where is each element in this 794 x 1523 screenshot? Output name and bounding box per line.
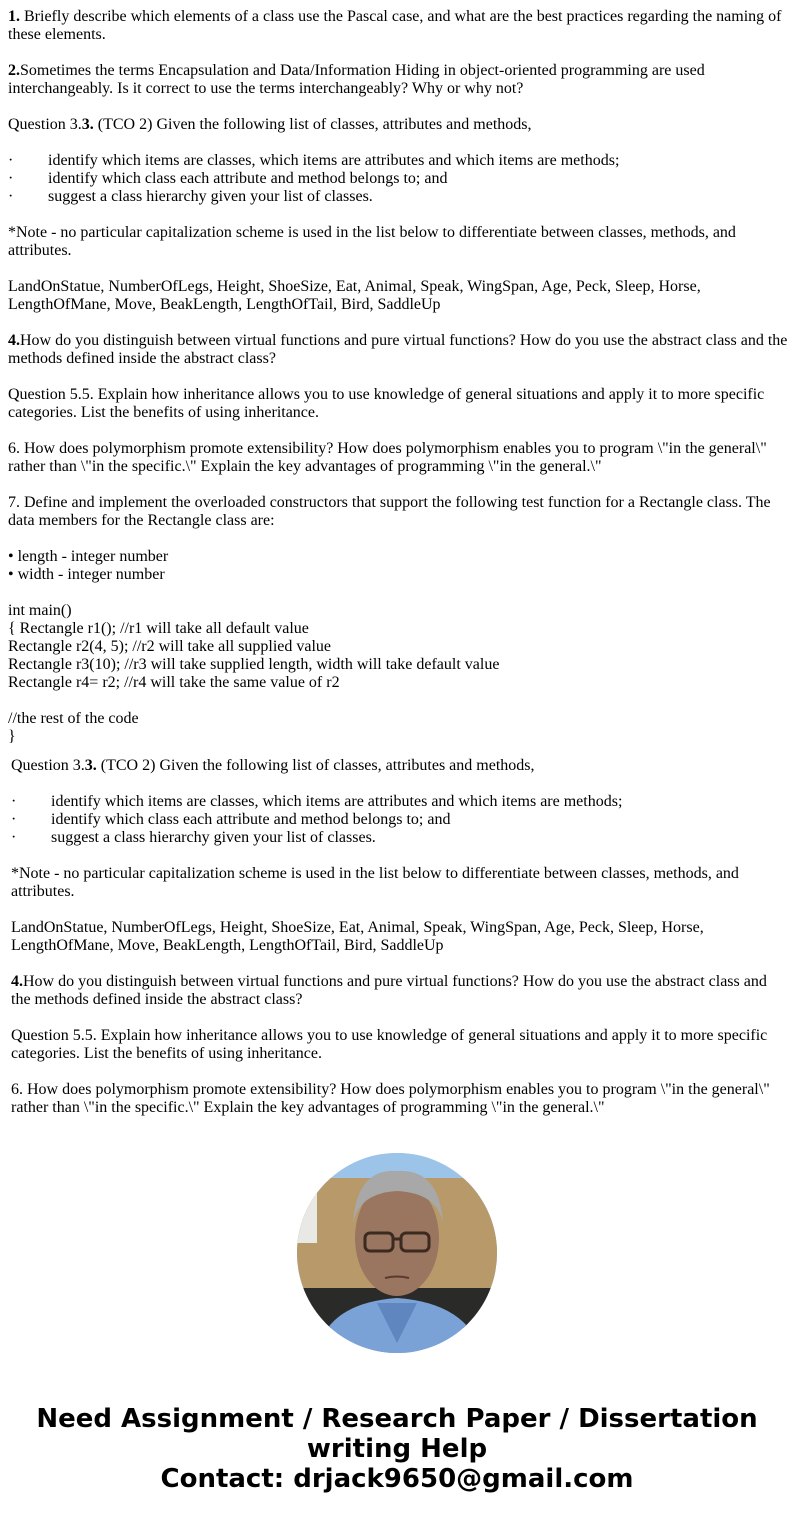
bullet-text: identify which class each attribute and method belongs to; and [51,811,451,828]
question-6: 6. How does polymorphism promote extensibility? How does polymorphism enables you to program \"in the general\" rather than \"in the specific.\" Explain the key advantages of programming \"in the general.\" [11,1081,770,1116]
code-line: int main() [8,602,72,619]
code-line: Rectangle r2(4, 5); //r2 will take all supplied value [8,638,332,655]
bullet-item [11,829,786,847]
bullet-dot: · [11,811,17,828]
q3-bullets [8,152,788,206]
author-photo [297,1153,497,1353]
footer-banner [0,1404,794,1494]
code-line: { Rectangle r1(); //r1 will take all default value [8,620,309,637]
q3-bullets [11,793,786,847]
q2-number: 2. [8,62,20,79]
q4-number: 4. [11,973,23,990]
q3-prefix: Question 3. [11,757,85,774]
q1-text: Briefly describe which elements of a class use the Pascal case, and what are the best practices regarding the naming of these elements. [8,8,782,43]
q3-number: 3. [84,757,97,774]
member-item: • width - integer number [8,566,165,583]
bullet-text: identify which items are classes, which items are attributes and which items are methods; [51,793,623,810]
question-5: Question 5.5. Explain how inheritance allows you to use knowledge of general situations and apply it to more specific categories. List the benefits of using inheritance. [8,386,765,421]
footer-contact: Contact: drjack9650@gmail.com [160,1464,634,1494]
question-4 [8,332,788,368]
bullet-text: identify which class each attribute and method belongs to; and [48,170,448,187]
code-block-end [8,710,788,746]
q3-text: (TCO 2) Given the following list of classes, attributes and methods, [96,757,535,774]
code-block [8,602,788,692]
q4-number: 4. [8,332,20,349]
member-item: • length - integer number [8,548,169,565]
question-3 [11,757,786,775]
q3-text: (TCO 2) Given the following list of classes, attributes and methods, [93,116,532,133]
bullet-text: suggest a class hierarchy given your list of classes. [51,829,376,846]
bullet-dot: · [11,829,17,846]
code-line: Rectangle r4= r2; //r4 will take the same value of r2 [8,674,340,691]
questions-block [8,8,788,746]
code-line: Rectangle r3(10); //r3 will take supplied length, width will take default value [8,656,500,673]
question-1 [8,8,788,44]
code-line: //the rest of the code [8,710,139,727]
bullet-text: suggest a class hierarchy given your list of classes. [48,188,373,205]
bullet-text: identify which items are classes, which items are attributes and which items are methods; [48,152,620,169]
portrait-image [297,1153,497,1353]
q3-list: LandOnStatue, NumberOfLegs, Height, ShoeSize, Eat, Animal, Speak, WingSpan, Age, Peck, Sleep, Horse, LengthOfMane, Move, BeakLength, LengthOfTail, Bird, SaddleUp [8,278,701,313]
q4-text: How do you distinguish between virtual functions and pure virtual functions? How do you use the abstract class and the methods defined inside the abstract class? [11,973,767,1008]
bullet-item [11,811,786,829]
footer-help-text: Need Assignment / Research Paper / Dissertation writing Help [36,1404,758,1464]
bullet-dot: · [8,170,14,187]
q2-text: Sometimes the terms Encapsulation and Data/Information Hiding in object-oriented programming are used interchangeably. Is it correct to use the terms interchangeably? Why or why not? [8,62,705,97]
q3-list: LandOnStatue, NumberOfLegs, Height, ShoeSize, Eat, Animal, Speak, WingSpan, Age, Peck, Sleep, Horse, LengthOfMane, Move, BeakLength, LengthOfTail, Bird, SaddleUp [11,919,704,954]
q7-members [8,548,788,584]
question-5: Question 5.5. Explain how inheritance allows you to use knowledge of general situations and apply it to more specific categories. List the benefits of using inheritance. [11,1027,768,1062]
code-line: } [8,728,16,745]
bullet-dot: · [8,188,14,205]
question-7: 7. Define and implement the overloaded constructors that support the following test function for a Rectangle class. The data members for the Rectangle class are: [8,494,771,529]
q3-note: *Note - no particular capitalization scheme is used in the list below to differentiate between classes, methods, and attributes. [8,224,736,259]
question-2 [8,62,788,98]
question-4 [11,973,786,1009]
q3-number: 3. [81,116,94,133]
bullet-item [11,793,786,811]
q1-number: 1. [8,8,20,25]
q3-note: *Note - no particular capitalization scheme is used in the list below to differentiate between classes, methods, and attributes. [11,865,739,900]
q4-text: How do you distinguish between virtual functions and pure virtual functions? How do you use the abstract class and the methods defined inside the abstract class? [8,332,788,367]
q3-prefix: Question 3. [8,116,82,133]
bullet-dot: · [11,793,17,810]
question-6: 6. How does polymorphism promote extensibility? How does polymorphism enables you to program \"in the general\" rather than \"in the specific.\" Explain the key advantages of programming \"in the general.\" [8,440,767,475]
question-3 [8,116,788,134]
bullet-dot: · [8,152,14,169]
bullet-item [8,170,788,188]
questions-block-repeat [11,757,786,1135]
bullet-item [8,152,788,170]
bullet-item [8,188,788,206]
